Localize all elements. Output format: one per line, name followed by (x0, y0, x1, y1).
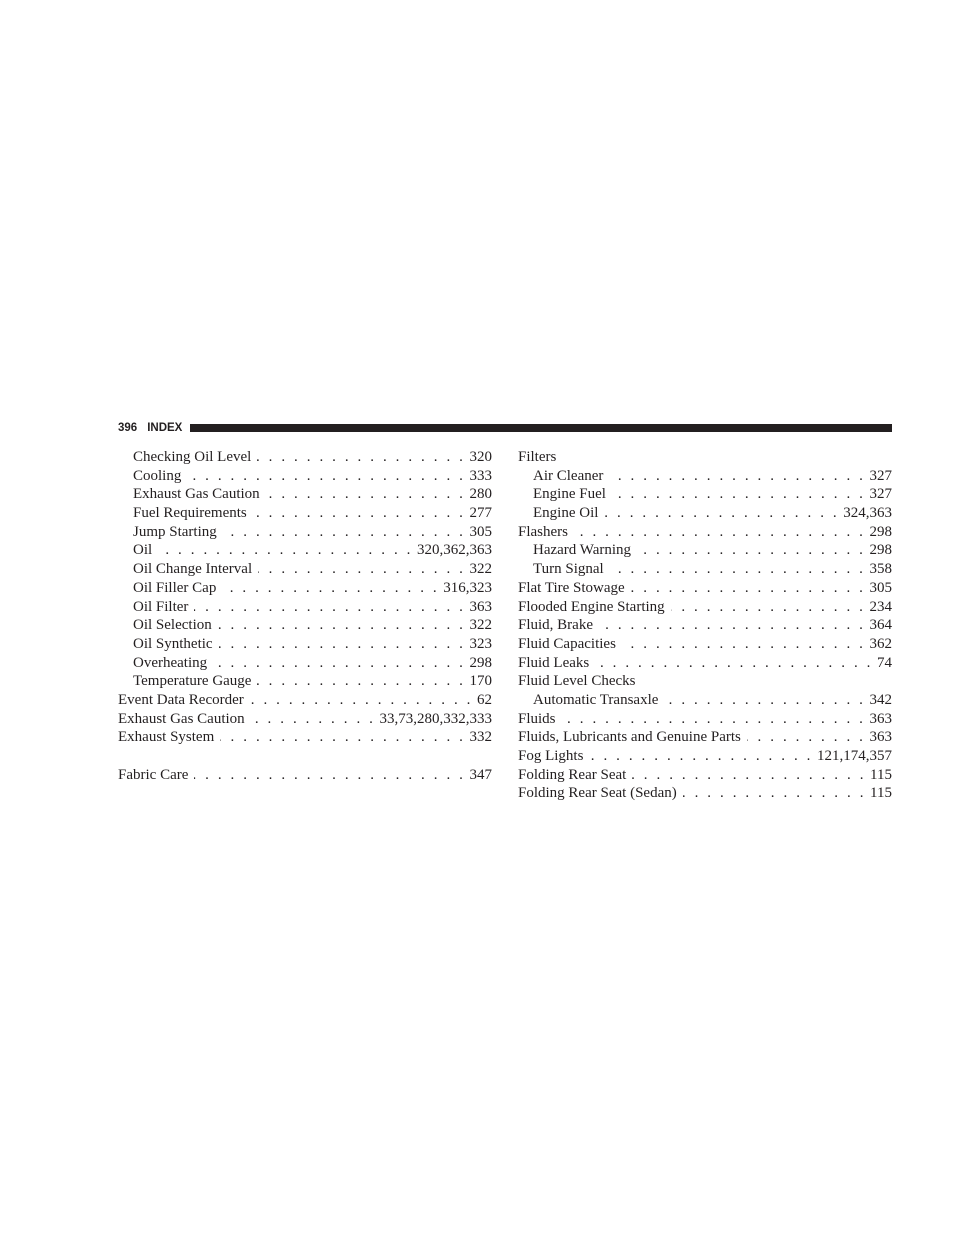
dot-leader (671, 598, 866, 617)
page-reference: 323 (469, 635, 492, 652)
index-term: Oil Filler Cap (133, 579, 217, 596)
index-term: Checking Oil Level (133, 449, 252, 465)
index-entry (518, 541, 892, 560)
dot-leader (258, 560, 465, 579)
index-term: Automatic Transaxle (533, 691, 659, 708)
page-reference: 363 (869, 729, 892, 746)
dot-leader (562, 710, 866, 729)
page-reference: 115 (870, 785, 892, 802)
index-entry (518, 579, 892, 598)
index-term: Folding Rear Seat (Sedan) (518, 785, 677, 802)
dot-leader (253, 504, 466, 523)
page-reference: 320,362,363 (417, 542, 492, 559)
dot-leader (266, 485, 466, 504)
index-term: Fuel Requirements (133, 505, 247, 522)
index-entry (518, 467, 892, 486)
dot-leader (610, 560, 866, 579)
index-entry (518, 691, 892, 710)
dot-leader (612, 485, 866, 504)
index-entry (118, 448, 492, 467)
index-entry (518, 485, 892, 504)
page-reference: 322 (469, 617, 492, 634)
index-entry (118, 654, 492, 673)
dot-leader (257, 448, 465, 467)
page-reference: 234 (869, 598, 892, 615)
dot-leader (595, 654, 873, 673)
index-entry (518, 560, 892, 579)
page-reference: 305 (469, 523, 492, 540)
index-entry (118, 541, 492, 560)
index-entry (118, 672, 492, 691)
index-entry (518, 672, 892, 691)
index-term: Cooling (133, 467, 182, 484)
dot-leader (599, 616, 866, 635)
index-entry (118, 560, 492, 579)
page-number: 396 (118, 422, 138, 434)
index-entry (118, 485, 492, 504)
index-entry (518, 523, 892, 542)
index-term: Engine Oil (533, 505, 599, 522)
index-term: Flashers (518, 523, 568, 540)
page-reference: 320 (469, 449, 492, 465)
index-entry (118, 635, 492, 654)
dot-leader (222, 579, 439, 598)
index-term: Exhaust Gas Caution (133, 486, 260, 503)
dot-leader (213, 654, 465, 673)
dot-leader (637, 541, 865, 560)
dot-leader (632, 766, 866, 785)
index-column-left (118, 448, 492, 784)
dot-leader (747, 728, 866, 747)
index-entry (518, 598, 892, 617)
dot-leader (194, 766, 465, 785)
index-term: Turn Signal (533, 561, 604, 578)
page-reference: 327 (869, 486, 892, 503)
page-reference: 333 (469, 467, 492, 484)
page-reference: 74 (877, 654, 892, 671)
index-term: Overheating (133, 654, 208, 671)
page-reference: 362 (869, 635, 892, 652)
index-entry (518, 616, 892, 635)
index-term: Exhaust System (118, 729, 215, 746)
dot-leader (250, 691, 473, 710)
dot-leader (219, 635, 466, 654)
dot-leader (158, 541, 413, 560)
index-term: Fluid Capacities (518, 635, 616, 652)
dot-leader (218, 616, 466, 635)
index-term: Oil Synthetic (133, 635, 213, 652)
index-term: Fluid, Brake (518, 617, 593, 634)
page-reference: 305 (869, 579, 892, 596)
index-term: Temperature Gauge (133, 673, 252, 690)
page-reference: 358 (869, 561, 892, 578)
index-entry (118, 504, 492, 523)
index-entry (518, 747, 892, 766)
index-term: Oil Selection (133, 617, 212, 634)
page-reference: 62 (477, 691, 492, 708)
page-reference: 347 (469, 766, 492, 783)
index-entry (518, 635, 892, 654)
index-term: Fluids, Lubricants and Genuine Parts (518, 729, 741, 746)
index-entry (518, 654, 892, 673)
dot-leader (223, 523, 466, 542)
index-term: Oil (133, 542, 153, 559)
index-term: Fabric Care (118, 766, 189, 783)
dot-leader (257, 672, 465, 691)
index-term: Flat Tire Stowage (518, 579, 625, 596)
page-header (118, 420, 892, 436)
page-reference: 121,174,357 (817, 748, 892, 764)
dot-leader (194, 598, 465, 617)
page-reference: 280 (469, 486, 492, 503)
page-reference: 298 (869, 523, 892, 540)
index-term: Oil Filter (133, 598, 189, 615)
page-reference: 33,73,280,332,333 (379, 710, 492, 727)
index-entry (518, 766, 892, 785)
index-term: Engine Fuel (533, 486, 606, 503)
page-reference: 170 (469, 673, 492, 690)
dot-leader (683, 784, 866, 803)
page-reference: 115 (870, 766, 892, 783)
index-term: Folding Rear Seat (518, 766, 627, 783)
page-reference: 363 (469, 598, 492, 615)
page-reference: 298 (469, 654, 492, 671)
page-reference: 332 (469, 729, 492, 746)
dot-leader (220, 728, 465, 747)
dot-leader (589, 747, 813, 766)
index-term: Air Cleaner (533, 467, 604, 484)
page-reference: 277 (469, 505, 492, 522)
dot-leader (609, 467, 865, 486)
index-column-right (518, 448, 892, 803)
index-term: Event Data Recorder (118, 691, 244, 708)
index-entry (118, 710, 492, 729)
index-term: Hazard Warning (533, 542, 632, 559)
page-reference: 316,323 (443, 579, 492, 596)
dot-leader (604, 504, 839, 523)
index-entry (518, 448, 892, 467)
header-rule (190, 424, 892, 432)
dot-leader (622, 635, 866, 654)
dot-leader (631, 579, 866, 598)
index-entry (118, 579, 492, 598)
index-entry (518, 710, 892, 729)
index-entry (518, 504, 892, 523)
page-reference: 363 (869, 710, 892, 727)
index-entry (118, 616, 492, 635)
index-term: Flooded Engine Starting (518, 598, 665, 615)
index-term: Jump Starting (133, 523, 217, 540)
index-entry (518, 784, 892, 803)
dot-leader (187, 467, 465, 486)
page-reference: 324,363 (843, 505, 892, 522)
page-reference: 298 (869, 542, 892, 559)
page-reference: 322 (469, 561, 492, 578)
index-entry (118, 766, 492, 785)
index-entry (118, 598, 492, 617)
index-entry (518, 728, 892, 747)
index-entry (118, 728, 492, 747)
dot-leader (251, 710, 376, 729)
index-term: Filters (518, 449, 557, 465)
page-reference: 327 (869, 467, 892, 484)
index-term: Fluid Leaks (518, 654, 590, 671)
section-title: INDEX (147, 422, 183, 434)
index-term: Fog Lights (518, 748, 584, 764)
index-term: Exhaust Gas Caution (118, 710, 245, 727)
index-term: Fluid Level Checks (518, 673, 636, 690)
page-reference: 364 (869, 617, 892, 634)
page-reference: 342 (869, 691, 892, 708)
index-entry (118, 691, 492, 710)
index-entry (118, 523, 492, 542)
index-entry (118, 467, 492, 486)
index-term: Oil Change Interval (133, 561, 253, 578)
dot-leader (664, 691, 865, 710)
dot-leader (574, 523, 866, 542)
index-term: Fluids (518, 710, 556, 727)
